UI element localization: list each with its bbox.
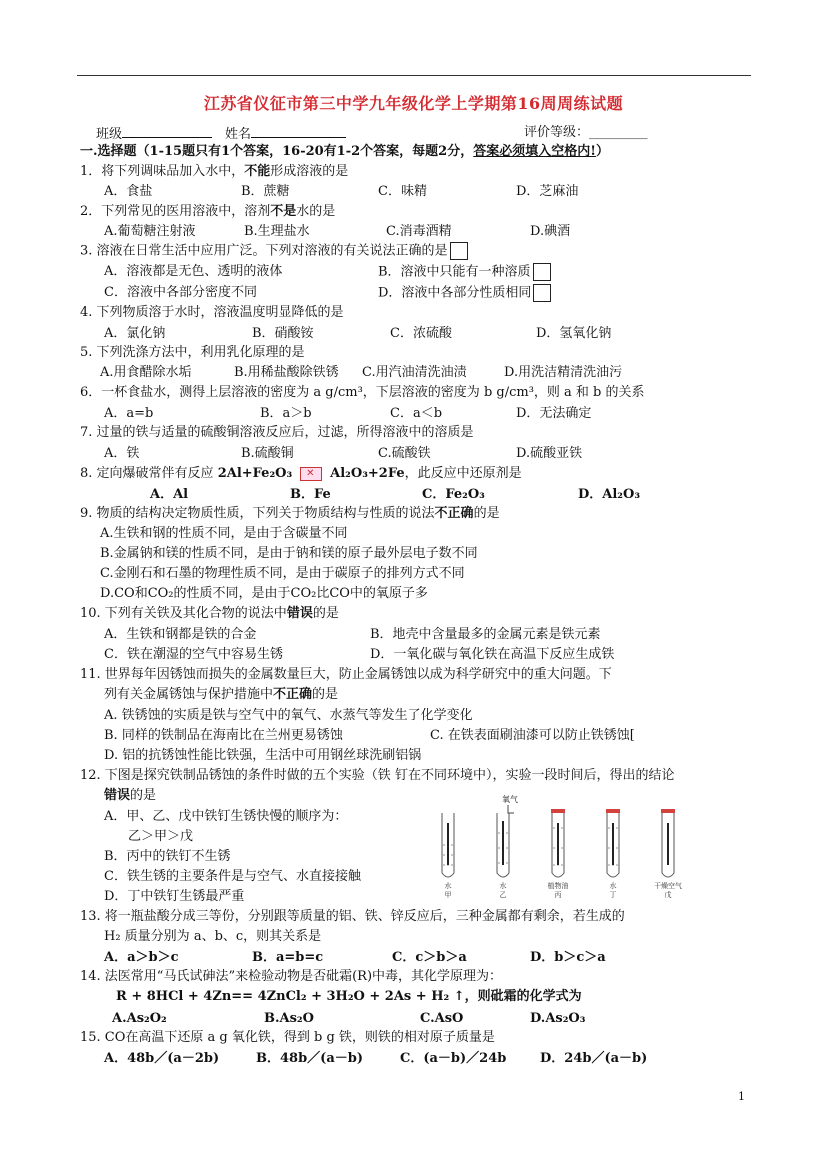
q13-option-b: B．a=b=c <box>252 950 324 965</box>
q1-option-c: C．味精 <box>378 184 427 199</box>
class-blank[interactable] <box>122 124 212 138</box>
q4-option-c: C．浓硫酸 <box>390 326 452 341</box>
q10-option-b: B．地壳中含量最多的金属元素是铁元素 <box>370 627 601 642</box>
oxygen-label: 氧气 <box>502 795 518 804</box>
q12-option-a-cont: 乙＞甲＞戊 <box>128 829 194 844</box>
q8-option-b: B．Fe <box>290 487 331 502</box>
question-15-stem: 15. CO在高温下还原 a g 氧化铁，得到 b g 铁，则铁的相对原子质量是 <box>80 1030 495 1045</box>
q14-option-d: D.As₂O₃ <box>530 1011 586 1026</box>
q7-option-b: B.硫酸铜 <box>241 446 294 461</box>
q1-option-d: D．芝麻油 <box>516 184 579 199</box>
q6-option-b: B．a＞b <box>260 406 312 421</box>
question-2-stem: 2．下列常见的医用溶液中，溶剂不是水的是 <box>80 204 336 219</box>
answer-box[interactable] <box>533 263 551 281</box>
name-field <box>225 124 346 144</box>
q12-option-d: D．丁中铁钉生锈最严重 <box>104 889 245 904</box>
question-12-stem: 12. 下图是探究铁制品锈蚀的条件时做的五个实验（铁 钉在不同环境中），实验一段时间后，得出的结论 <box>80 768 675 783</box>
tube-label-jia: 水 <box>444 882 452 890</box>
q13-option-d: D．b＞c＞a <box>530 950 606 965</box>
section-note: （1-15题只有1个答案，16-20有1-2个答案，每题2分， <box>136 144 474 159</box>
q14-option-c: C.AsO <box>420 1011 464 1026</box>
tube-label-wu: 干燥空气 <box>654 882 682 890</box>
q11-option-c: C. 在铁表面刷油漆可以防止铁锈蚀[ <box>430 728 635 743</box>
rust-experiment-figure <box>430 793 750 899</box>
svg-text:丁: 丁 <box>609 891 617 899</box>
question-9-stem: 9. 物质的结构决定物质性质，下列关于物质结构与性质的说法不正确的是 <box>80 506 500 521</box>
question-13-stem: 13. 将一瓶盐酸分成三等份，分别跟等质量的铝、铁、锌反应后，三种金属都有剩余，若生成的 <box>80 909 625 924</box>
q9-option-b: B.金属钠和镁的性质不同，是由于钠和镁的原子最外层电子数不同 <box>100 546 478 561</box>
q6-option-c: C．a＜b <box>390 406 443 421</box>
question-11-stem-line2: 列有关金属锈蚀与保护措施中不正确的是 <box>104 687 339 702</box>
q9-option-a: A.生铁和钢的性质不同，是由于含碳量不同 <box>100 526 348 541</box>
q7-option-d: D.硫酸亚铁 <box>516 446 583 461</box>
q4-option-b: B．硝酸铵 <box>252 326 314 341</box>
q5-option-d: D.用洗洁精清洗油污 <box>504 365 623 380</box>
question-10-stem: 10. 下列有关铁及其化合物的说法中错误的是 <box>80 606 339 621</box>
q10-option-d: D．一氧化碳与氧化铁在高温下反应生成铁 <box>370 647 615 662</box>
class-label: 班级 <box>96 127 123 142</box>
q8-option-a: A．Al <box>150 487 189 502</box>
question-6-stem: 6．一杯食盐水，测得上层溶液的密度为 a g/cm³，下层溶液的密度为 b g/cm³，则 a 和 b 的关系 <box>80 385 645 400</box>
question-4-stem: 4. 下列物质溶于水时，溶液温度明显降低的是 <box>80 305 344 320</box>
q12-option-a: A．甲、乙、戊中铁钉生锈快慢的顺序为： <box>104 809 348 824</box>
q9-option-c: C.金刚石和石墨的物理性质不同，是由于碳原子的排列方式不同 <box>100 566 465 581</box>
q12-option-c: C．铁生锈的主要条件是与空气、水直接接触 <box>104 869 361 884</box>
q6-option-d: D．无法确定 <box>516 406 592 421</box>
page-title: 江苏省仪征市第三中学九年级化学上学期第16周周练试题 <box>203 94 624 113</box>
question-7-stem: 7. 过量的铁与适量的硫酸铜溶液反应后，过滤，所得溶液中的溶质是 <box>80 425 474 440</box>
question-8-stem: 8. 定向爆破常伴有反应 2Al+Fe₂O₃✕ Al₂O₃+2Fe，此反应中还原剂是 <box>80 465 522 483</box>
page-number: 1 <box>738 1090 745 1103</box>
q14-option-a: A.As₂O₂ <box>112 1011 167 1026</box>
q3-option-c: C．溶液中各部分密度不同 <box>104 285 257 300</box>
q10-option-c: C．铁在潮湿的空气中容易生锈 <box>104 647 283 662</box>
name-blank[interactable] <box>251 124 346 138</box>
tube-label-ding: 水 <box>609 882 617 890</box>
svg-text:戊: 戊 <box>664 891 672 899</box>
svg-text:丙: 丙 <box>554 891 562 899</box>
section-label: 一.选择题 <box>80 144 137 159</box>
q1-option-b: B．蔗糖 <box>241 184 290 199</box>
q8-option-d: D．Al₂O₃ <box>578 487 641 502</box>
section-note-underlined: 答案必须填入空格内! <box>473 144 596 159</box>
question-11-stem: 11. 世界每年因锈蚀而损失的金属数量巨大，防止金属锈蚀以成为科学研究中的重大问题。下 <box>80 667 612 682</box>
question-12-stem-line2: 错误的是 <box>104 788 157 803</box>
q2-option-a: A.葡萄糖注射液 <box>104 224 196 239</box>
question-14-stem: 14. 法医常用“马氏试砷法”来检验动物是否砒霜(R)中毒，其化学原理为： <box>80 969 503 984</box>
name-label: 姓名 <box>225 127 252 142</box>
grade-blank[interactable]: _________ <box>589 125 648 140</box>
q9-option-d: D.CO和CO₂的性质不同，是由于CO₂比CO中的氧原子多 <box>100 586 428 601</box>
q15-option-b: B．48b／(a－b) <box>256 1051 363 1066</box>
tube-label-bing: 植物油 <box>547 882 569 890</box>
svg-text:乙: 乙 <box>499 891 507 899</box>
q3-option-a: A．溶液都是无色、透明的液体 <box>104 264 283 279</box>
q13-option-a: A．a＞b＞c <box>104 950 179 965</box>
q3-option-b: B．溶液中只能有一种溶质 <box>378 263 551 282</box>
grade-label: 评价等级： <box>524 125 590 140</box>
q4-option-d: D．氢氧化钠 <box>536 326 612 341</box>
q2-option-c: C.消毒酒精 <box>386 224 452 239</box>
q13-option-c: C．c＞b＞a <box>392 950 467 965</box>
q6-option-a: A．a=b <box>104 406 154 421</box>
q4-option-a: A．氯化钠 <box>104 326 166 341</box>
section-note-end: ） <box>595 144 609 159</box>
q11-option-a: A. 铁锈蚀的实质是铁与空气中的氧气、水蒸气等发生了化学变化 <box>104 708 473 723</box>
q15-option-c: C．(a－b)／24b <box>400 1051 507 1066</box>
question-1-stem: 1．将下列调味品加入水中，不能形成溶液的是 <box>80 164 349 179</box>
class-field <box>96 124 212 144</box>
q5-option-b: B.用稀盐酸除铁锈 <box>234 365 339 380</box>
svg-text:甲: 甲 <box>444 891 452 899</box>
tube-label-yi: 水 <box>499 882 507 890</box>
question-3-stem: 3. 溶液在日常生活中应用广泛。下列对溶液的有关说法正确的是 <box>80 242 468 261</box>
question-14-equation: R + 8HCl + 4Zn== 4ZnCl₂ + 3H₂O + 2As + H₂ ↑，则砒霜的化学式为 <box>116 989 582 1004</box>
q3-option-d: D．溶液中各部分性质相同 <box>378 284 551 303</box>
q7-option-c: C.硫酸铁 <box>378 446 431 461</box>
q1-option-a: A．食盐 <box>104 184 153 199</box>
q7-option-a: A．铁 <box>104 446 140 461</box>
section-heading <box>80 143 609 161</box>
header-rule <box>77 75 751 76</box>
q8-option-c: C．Fe₂O₃ <box>422 487 485 502</box>
q11-option-b: B. 同样的铁制品在海南比在兰州更易锈蚀 <box>104 728 343 743</box>
q11-option-d: D. 铝的抗锈蚀性能比铁强，生活中可用钢丝球洗刷铝锅 <box>104 748 422 763</box>
q2-option-b: B.生理盐水 <box>244 224 310 239</box>
q2-option-d: D.碘酒 <box>530 224 571 239</box>
q15-option-a: A．48b／(a－2b) <box>104 1051 220 1066</box>
q15-option-d: D．24b／(a－b) <box>540 1051 648 1066</box>
question-13-stem-line2: H₂ 质量分别为 a、b、c，则其关系是 <box>104 929 322 944</box>
broken-image-icon <box>300 467 322 481</box>
answer-box[interactable] <box>533 284 551 302</box>
q12-option-b: B．丙中的铁钉不生锈 <box>104 849 231 864</box>
grade-field <box>524 124 648 142</box>
q14-option-b: B.As₂O <box>264 1011 314 1026</box>
q5-option-a: A.用食醋除水垢 <box>100 365 192 380</box>
answer-box[interactable] <box>450 242 468 260</box>
question-5-stem: 5. 下列洗涤方法中，利用乳化原理的是 <box>80 345 305 360</box>
q10-option-a: A．生铁和钢都是铁的合金 <box>104 627 257 642</box>
q5-option-c: C.用汽油清洗油渍 <box>362 365 467 380</box>
